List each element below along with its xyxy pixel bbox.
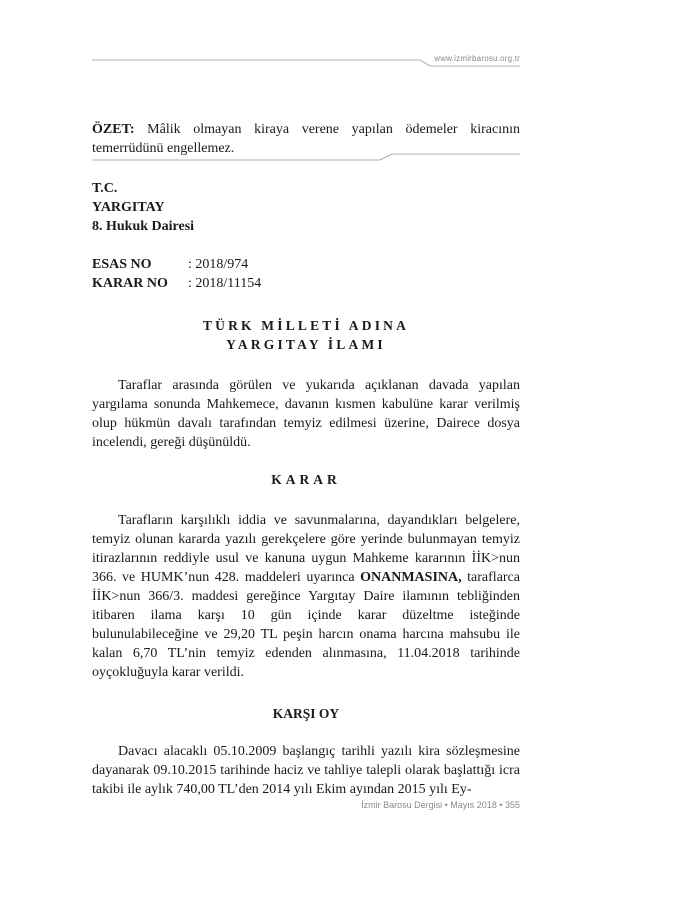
decision-title-line1: TÜRK MİLLETİ ADINA — [202, 318, 410, 333]
court-name: YARGITAY — [92, 200, 165, 215]
karar-text-part1: Tarafların karşılıklı iddia ve savunmalarına, dayandıkları belgelere, temyiz olunan kararda yazılı gerekçelere göre yerinde bulunmayan temyiz itirazlarının reddiyle usul ve kanuna uygun Mahkeme kararının İİK>nun 366. ve HUMK’nun 428. maddeleri uyarınca — [92, 513, 520, 585]
karar-paragraph — [92, 511, 520, 682]
summary-text: Mâlik olmayan kiraya verene yapılan ödemeler kiracının temerrüdünü engellemez. — [92, 122, 520, 156]
esas-label: ESAS NO — [92, 257, 152, 272]
decision-title-line2: YARGITAY İLAMI — [226, 337, 386, 352]
site-url: www.izmirbarosu.org.tr — [434, 54, 520, 63]
karsi-oy-heading: KARŞI OY — [272, 706, 340, 721]
court-chamber: 8. Hukuk Dairesi — [92, 219, 195, 234]
header-rule — [0, 0, 700, 120]
intro-paragraph: Taraflar arasında görülen ve yukarıda açıklanan davada yapılan yargılama sonunda Mahkemece, davanın kısmen kabulüne karar verilmiş olup hükmün davalı tarafından temyiz edilmesi üzerine, Dairece dosya incelendi, gereği düşünüldü. — [92, 378, 520, 450]
footer-citation: İzmir Barosu Dergisi • Mayıs 2018 • 355 — [361, 800, 520, 810]
karar-value: : 2018/11154 — [188, 276, 262, 291]
karsi-oy-paragraph: Davacı alacaklı 05.10.2009 başlangıç tarihli yazılı kira sözleşmesine dayanarak 09.10.2015 tarihinde haciz ve tahliye talepli olarak başlattığı icra takibi ile aylık 740,00 TL’den 2014 yılı Ekim ayından 2015 yılı Ey- — [92, 744, 520, 797]
karar-text-bold: ONANMASINA, — [360, 570, 462, 585]
karar-label: KARAR NO — [92, 276, 168, 291]
esas-value: : 2018/974 — [188, 257, 249, 272]
karar-heading: KARAR — [271, 472, 341, 487]
karar-text-part2: taraflarca İİK>nun 366/3. maddesi gereğince Yargıtay Daire ilamının tebliğinden itibaren ilama karşı 10 gün içinde karar düzeltme isteğinde bulunulabileceğine ve 29,20 TL peşin harcın onama harcına mahsubu ile kalan 6,70 TL’nin temyiz edenden alınmasına, 11.04.2018 tarihinde oyçokluğuyla karar verildi. — [92, 570, 520, 680]
summary-rule — [0, 150, 700, 170]
summary-label: ÖZET: — [92, 122, 135, 137]
court-country: T.C. — [92, 181, 118, 196]
